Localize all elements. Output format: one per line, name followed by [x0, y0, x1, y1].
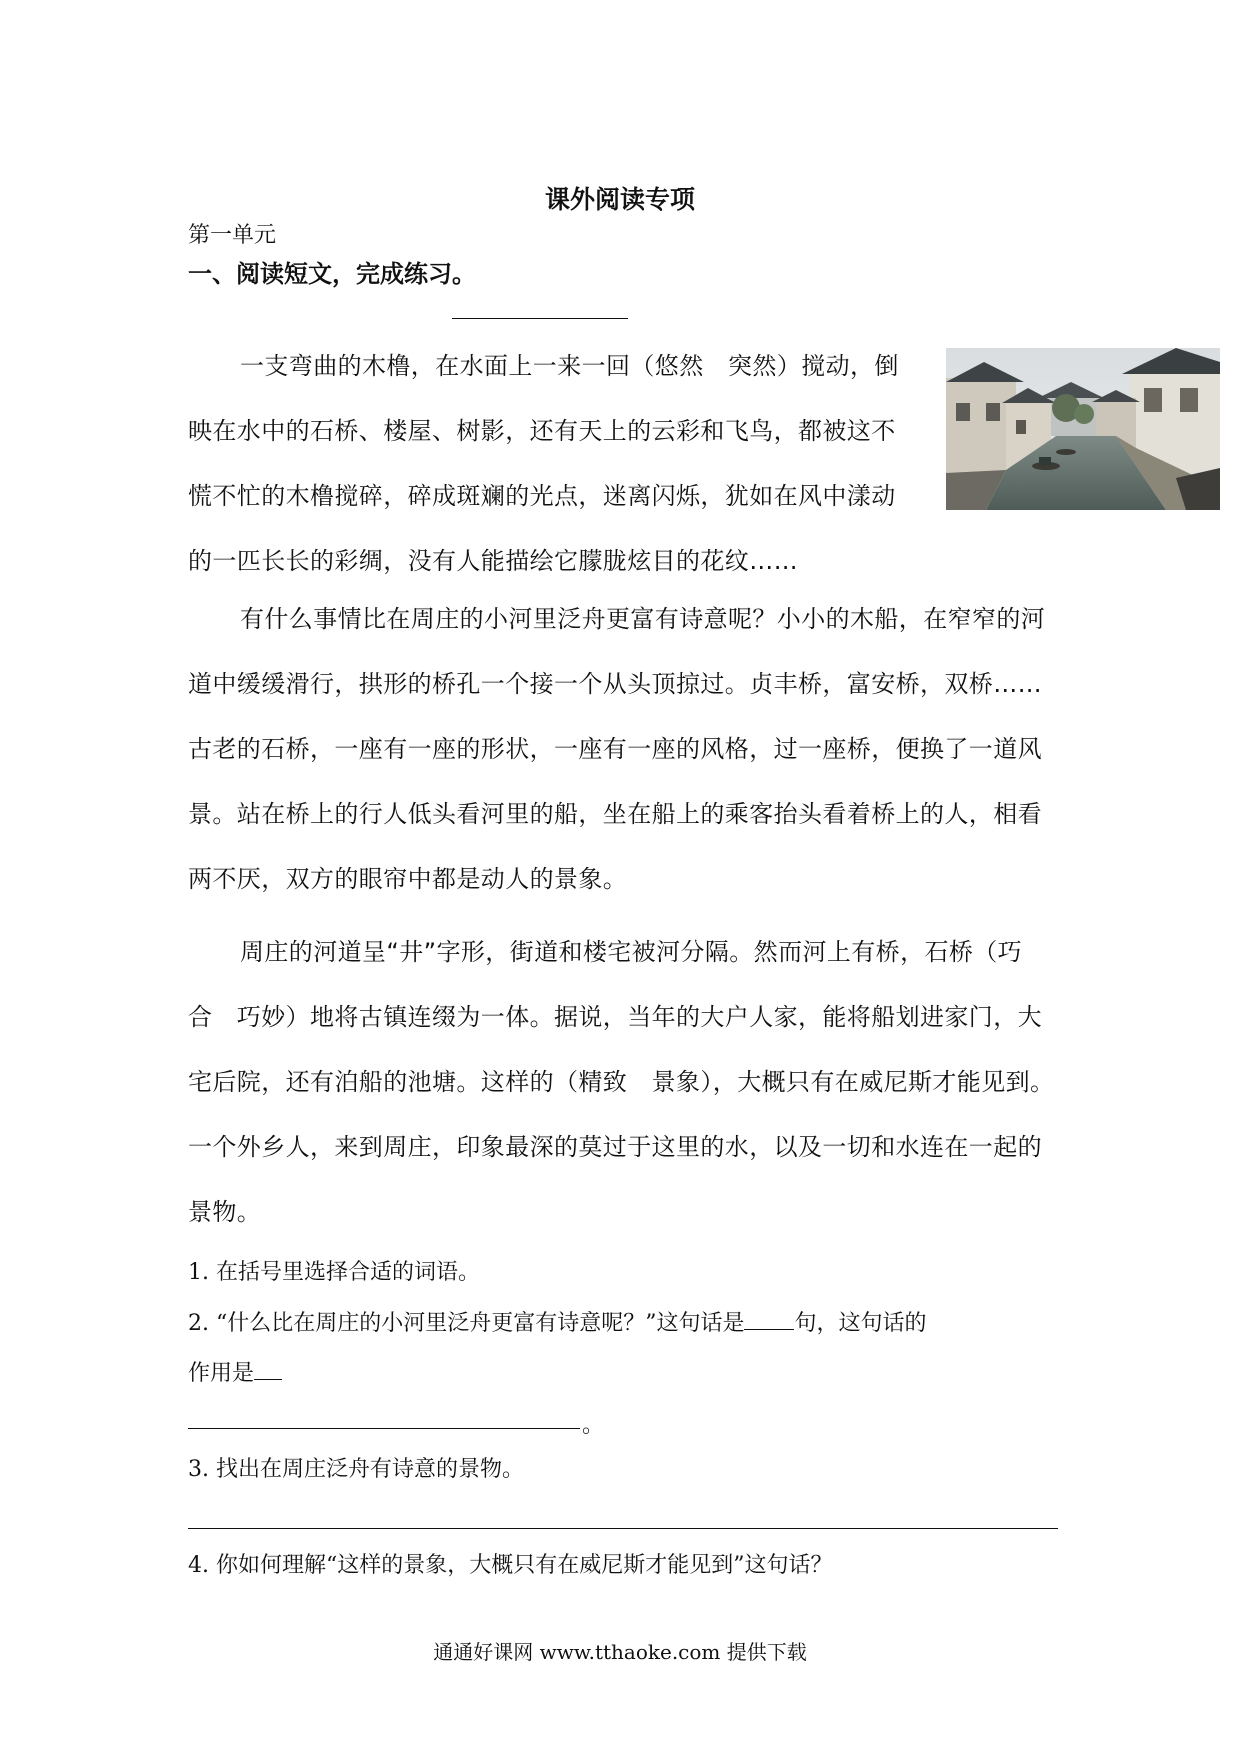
question-4: 4. 你如何理解“这样的景象，大概只有在威尼斯才能见到”这句话？	[188, 1553, 833, 1578]
canal-town-photo	[946, 348, 1220, 510]
question-2-answer-line[interactable]	[188, 1428, 580, 1429]
question-1: 1. 在括号里选择合适的词语。	[188, 1260, 480, 1285]
paragraph-line: 宅后院，还有泊船的池塘。这样的（精致 景象），大概只有在威尼斯才能见到。	[188, 1068, 1055, 1096]
paragraph-line: 合 巧妙）地将古镇连缀为一体。据说，当年的大户人家，能将船划进家门，大	[188, 1003, 1042, 1031]
canal-town-photo-image	[946, 348, 1220, 510]
paragraph-line: 的一匹长长的彩绸，没有人能描绘它朦胧炫目的花纹……	[188, 547, 798, 575]
passage-paragraph-2	[188, 587, 1045, 912]
paragraph-line: 道中缓缓滑行，拱形的桥孔一个接一个从头顶掠过。贞丰桥，富安桥，双桥……	[188, 670, 1042, 698]
passage-paragraph-1	[188, 334, 899, 594]
paragraph-line: 慌不忙的木橹搅碎，碎成斑斓的光点，迷离闪烁，犹如在风中漾动	[188, 482, 896, 510]
question-2-blank-type[interactable]	[744, 1307, 794, 1330]
paragraph-line: 景物。	[188, 1198, 262, 1226]
question-2-text-a: 2. “什么比在周庄的小河里泛舟更富有诗意呢？”这句话是	[188, 1311, 745, 1336]
paragraph-line: 景。站在桥上的行人低头看河里的船，坐在船上的乘客抬头看着桥上的人，相看	[188, 800, 1042, 828]
section-heading: 一、阅读短文，完成练习。	[188, 259, 476, 288]
question-2-text-b: 句，这句话的	[794, 1311, 927, 1336]
paragraph-line: 映在水中的石桥、楼屋、树影，还有天上的云彩和飞鸟，都被这不	[188, 417, 896, 445]
question-2-line-2	[188, 1356, 282, 1387]
paragraph-line: 周庄的河道呈“井”字形，街道和楼宅被河分隔。然而河上有桥，石桥（巧	[240, 938, 1023, 966]
question-2-blank-function[interactable]	[254, 1357, 282, 1380]
question-2-period: 。	[582, 1413, 605, 1438]
passage-paragraph-3	[188, 920, 1054, 1245]
paragraph-line: 两不厌，双方的眼帘中都是动人的景象。	[188, 865, 628, 893]
paragraph-line: 一个外乡人，来到周庄，印象最深的莫过于这里的水，以及一切和水连在一起的	[188, 1133, 1042, 1161]
paragraph-line: 有什么事情比在周庄的小河里泛舟更富有诗意呢？小小的木船，在窄窄的河	[240, 605, 1046, 633]
paragraph-line: 古老的石桥，一座有一座的形状，一座有一座的风格，过一座桥，便换了一道风	[188, 735, 1042, 763]
question-3: 3. 找出在周庄泛舟有诗意的景物。	[188, 1457, 524, 1482]
paragraph-line: 一支弯曲的木橹，在水面上一来一回（悠然 突然）搅动，倒	[240, 352, 899, 380]
document-title: 课外阅读专项	[544, 185, 695, 214]
passage-title-blank[interactable]	[452, 318, 628, 319]
unit-label: 第一单元	[188, 223, 277, 248]
footer-source: 通通好课网 www.tthaoke.com 提供下载	[433, 1640, 807, 1664]
question-3-answer-line[interactable]	[188, 1528, 1058, 1529]
question-2	[188, 1306, 927, 1337]
question-2-text-c: 作用是	[188, 1361, 255, 1386]
